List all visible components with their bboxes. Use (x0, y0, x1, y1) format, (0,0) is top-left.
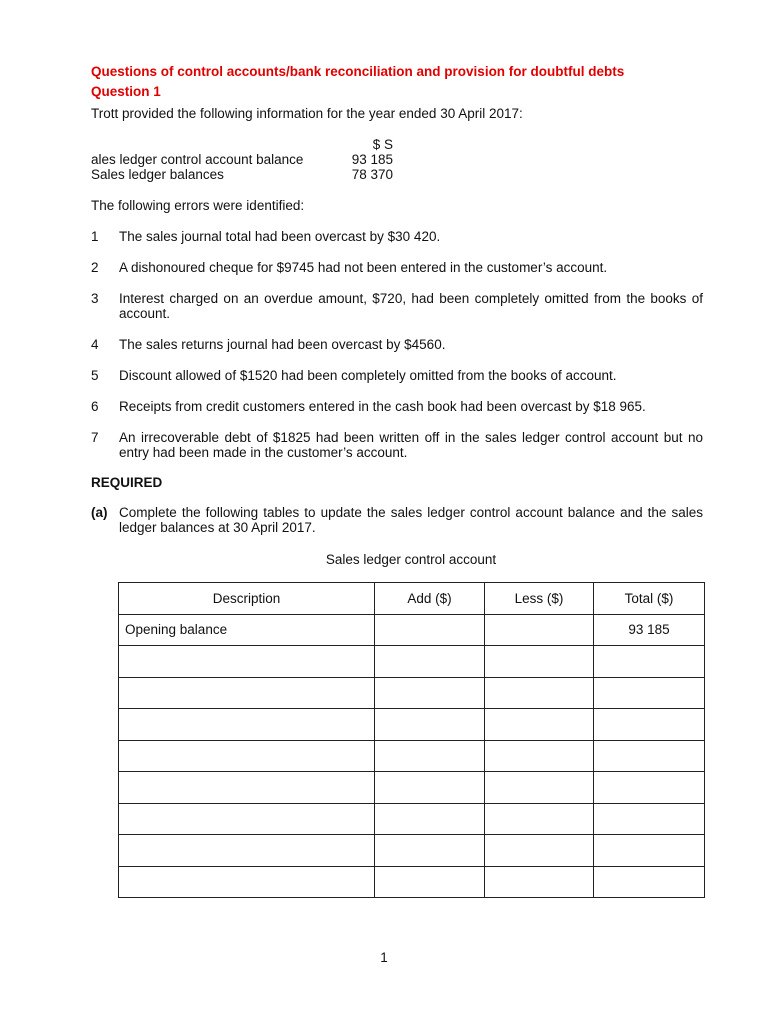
table-row (119, 740, 705, 772)
cell-description[interactable] (119, 740, 375, 772)
document-title: Questions of control accounts/bank reconciliation and provision for doubtful debts (91, 64, 625, 79)
error-number: 6 (91, 399, 99, 414)
cell-add[interactable] (375, 709, 485, 741)
cell-less[interactable] (485, 614, 594, 646)
info-row-value: 93 185 (351, 152, 393, 167)
cell-total[interactable] (594, 835, 705, 867)
cell-total[interactable]: 93 185 (594, 614, 705, 646)
info-row-label: ales ledger control account balance (91, 152, 304, 167)
ledger-table (118, 582, 705, 898)
error-number: 5 (91, 368, 99, 383)
table-row (119, 677, 705, 709)
ledger-table-title: Sales ledger control account (325, 552, 497, 567)
error-text: An irrecoverable debt of $1825 had been written off in the sales ledger control account but no entry had been made in the customer’s account. (119, 430, 703, 460)
table-row (119, 866, 705, 898)
cell-description[interactable] (119, 866, 375, 898)
cell-add[interactable] (375, 803, 485, 835)
cell-add[interactable] (375, 740, 485, 772)
cell-add[interactable] (375, 772, 485, 804)
cell-total[interactable] (594, 740, 705, 772)
cell-total[interactable] (594, 803, 705, 835)
cell-add[interactable] (375, 866, 485, 898)
error-number: 1 (91, 229, 99, 244)
cell-less[interactable] (485, 772, 594, 804)
cell-total[interactable] (594, 772, 705, 804)
intro-text: Trott provided the following information for the year ended 30 April 2017: (91, 106, 523, 121)
table-row (119, 772, 705, 804)
part-a-label: (a) (91, 505, 108, 520)
errors-intro: The following errors were identified: (91, 198, 305, 213)
cell-add[interactable] (375, 614, 485, 646)
error-text: The sales returns journal had been overcast by $4560. (119, 337, 446, 352)
table-row (119, 646, 705, 678)
cell-add[interactable] (375, 646, 485, 678)
cell-less[interactable] (485, 646, 594, 678)
error-number: 3 (91, 291, 99, 306)
column-header-total: Total ($) (594, 583, 705, 615)
cell-description[interactable] (119, 803, 375, 835)
column-header-description: Description (119, 583, 375, 615)
error-number: 4 (91, 337, 99, 352)
cell-total[interactable] (594, 646, 705, 678)
cell-less[interactable] (485, 677, 594, 709)
cell-less[interactable] (485, 803, 594, 835)
column-header-add: Add ($) (375, 583, 485, 615)
cell-less[interactable] (485, 709, 594, 741)
ledger-header-row (119, 583, 705, 615)
cell-description[interactable] (119, 709, 375, 741)
question-heading: Question 1 (91, 84, 161, 99)
cell-description[interactable] (119, 646, 375, 678)
cell-add[interactable] (375, 677, 485, 709)
error-text: A dishonoured cheque for $9745 had not been entered in the customer’s account. (119, 260, 608, 275)
part-a-text: Complete the following tables to update the sales ledger control account balance and the sales ledger balances at 30 April 2017. (119, 505, 703, 535)
error-number: 7 (91, 430, 99, 445)
table-row (119, 709, 705, 741)
table-row (119, 835, 705, 867)
cell-add[interactable] (375, 835, 485, 867)
table-row (119, 614, 705, 646)
cell-description[interactable] (119, 835, 375, 867)
cell-less[interactable] (485, 835, 594, 867)
info-row-value: 78 370 (351, 167, 393, 182)
page-number: 1 (380, 950, 388, 965)
error-number: 2 (91, 260, 99, 275)
column-header-less: Less ($) (485, 583, 594, 615)
error-text: The sales journal total had been overcast by $30 420. (119, 229, 441, 244)
cell-description[interactable] (119, 677, 375, 709)
error-text: Receipts from credit customers entered in the cash book had been overcast by $18 965. (119, 399, 646, 414)
cell-total[interactable] (594, 677, 705, 709)
cell-total[interactable] (594, 709, 705, 741)
error-text: Interest charged on an overdue amount, $720, had been completely omitted from the books of account. (119, 291, 703, 321)
cell-description[interactable] (119, 772, 375, 804)
cell-less[interactable] (485, 740, 594, 772)
cell-less[interactable] (485, 866, 594, 898)
info-row-label: Sales ledger balances (91, 167, 224, 182)
required-heading: REQUIRED (91, 475, 163, 490)
error-text: Discount allowed of $1520 had been completely omitted from the books of account. (119, 368, 617, 383)
cell-total[interactable] (594, 866, 705, 898)
cell-description[interactable]: Opening balance (119, 614, 375, 646)
info-column-header: $ S (372, 137, 393, 152)
table-row (119, 803, 705, 835)
